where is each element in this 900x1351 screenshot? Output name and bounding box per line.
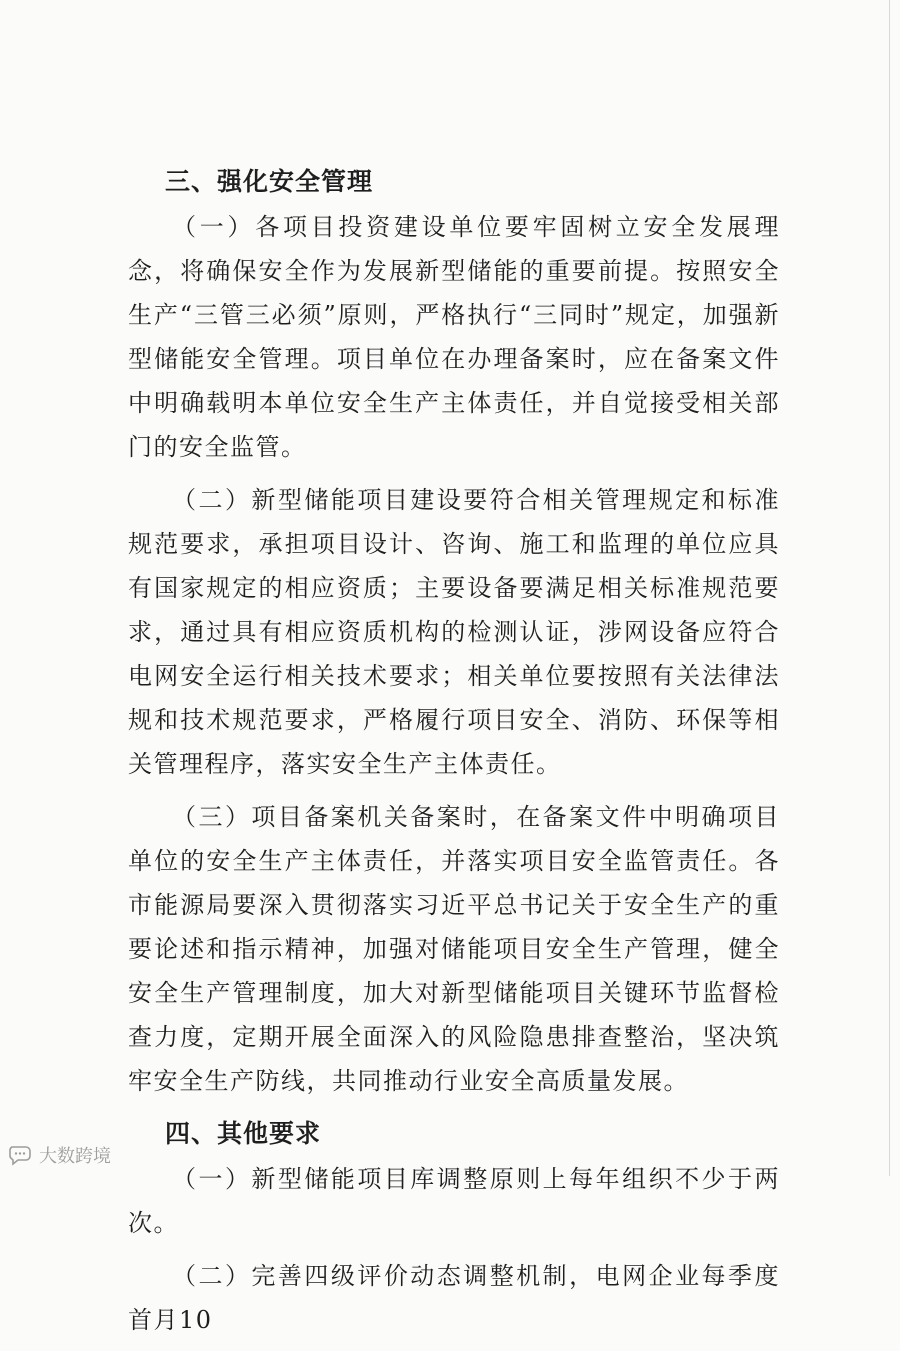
document-body bbox=[128, 160, 780, 1351]
paragraph-other-2: （二）完善四级评价动态调整机制，电网企业每季度首月10 bbox=[128, 1262, 780, 1334]
chat-bubble-logo-icon bbox=[8, 1144, 34, 1166]
paragraph-other-1: （一）新型储能项目库调整原则上每年组织不少于两次。 bbox=[128, 1165, 780, 1237]
paragraph-safety-1: （一）各项目投资建设单位要牢固树立安全发展理念，将确保安全作为发展新型储能的重要前提。按照安全生产“三管三必须”原则，严格执行“三同时”规定，加强新型储能安全管理。项目单位在办理备案时，应在备案文件中明确载明本单位安全生产主体责任，并自觉接受相关部门的安全监管。 bbox=[128, 213, 780, 461]
page-edge-line bbox=[889, 0, 890, 1176]
paragraph-safety-3: （三）项目备案机关备案时，在备案文件中明确项目单位的安全生产主体责任，并落实项目安全监管责任。各市能源局要深入贯彻落实习近平总书记关于安全生产的重要论述和指示精神，加强对储能项目安全生产管理，健全安全生产管理制度，加大对新型储能项目关键环节监督检查力度，定期开展全面深入的风险隐患排查整治，坚决筑牢安全生产防线，共同推动行业安全高质量发展。 bbox=[128, 803, 780, 1095]
watermark-text: 大数跨境 bbox=[39, 1146, 111, 1167]
section-heading-other: 四、其他要求 bbox=[165, 1119, 322, 1148]
section-heading-safety: 三、强化安全管理 bbox=[165, 167, 374, 196]
watermark bbox=[8, 1142, 111, 1168]
paragraph-safety-2: （二）新型储能项目建设要符合相关管理规定和标准规范要求，承担项目设计、咨询、施工和监理的单位应具有国家规定的相应资质；主要设备要满足相关标准规范要求，通过具有相应资质机构的检测认证，涉网设备应符合电网安全运行相关技术要求；相关单位要按照有关法律法规和技术规范要求，严格履行项目安全、消防、环保等相关管理程序，落实安全生产主体责任。 bbox=[128, 486, 780, 778]
